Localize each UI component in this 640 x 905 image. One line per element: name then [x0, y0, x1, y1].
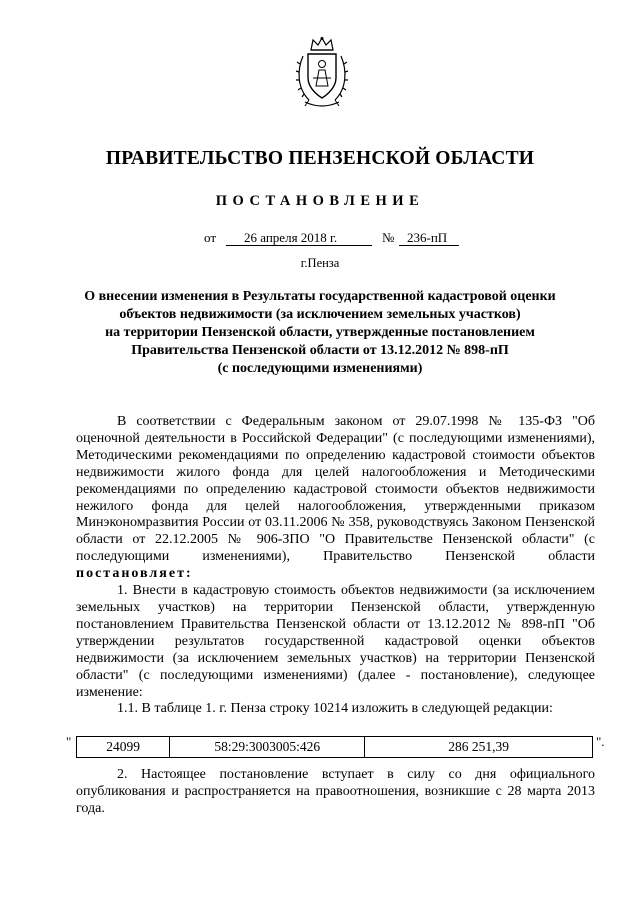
subject-line: О внесении изменения в Результаты государственной кадастровой оценки — [84, 289, 556, 304]
document-body — [76, 414, 595, 718]
table-cell-cadastral-number: 58:29:3003005:426 — [170, 737, 365, 758]
city: г.Пенза — [300, 256, 340, 270]
document-number: 236-пП — [407, 230, 448, 245]
subject-line: Правительства Пензенской области от 13.12.2012 № 898-пП — [131, 343, 509, 358]
subject-line: (с последующими изменениями) — [217, 361, 423, 376]
document-subject — [60, 288, 580, 378]
table-cell-value: 286 251,39 — [365, 737, 593, 758]
table-cell-number: 24099 — [77, 737, 170, 758]
number-prefix: № — [382, 230, 395, 245]
table-row-block — [66, 736, 606, 760]
subject-line: объектов недвижимости (за исключением земельных участков) — [119, 307, 521, 322]
close-quote: ". — [596, 734, 605, 749]
date-prefix: от — [204, 230, 217, 245]
coat-of-arms-icon — [295, 36, 349, 110]
clause-1-1: 1.1. В таблице 1. г. Пенза строку 10214 изложить в следующей редакции: — [117, 701, 553, 717]
table-row — [77, 737, 593, 758]
preamble-paragraph — [76, 414, 595, 583]
open-quote: " — [66, 734, 72, 749]
preamble-text: В соответствии с Федеральным законом от 29.07.1998 № 135-ФЗ "Об оценочной деятельности в Российской Федерации" (с последующими изменениями), Методическими рекомендациями по определению кадастровой стоимости объектов недвижимости жилого фонда для целей налогообложения и Методическими рекомендациями по определению кадастровой стоимости объектов недвижимости нежилого фонда для целей налогообложения, утвержденными приказом Минэкономразвития России от 03.11.2006 № 358, руководствуясь Законом Пензенской области от 22.12.2005 № 906-ЗПО "О Правительстве Пензенской области" (с последующими изменениями), Правительство Пензенской области — [76, 414, 595, 565]
document-type: ПОСТАНОВЛЕНИЕ — [215, 193, 425, 209]
replacement-table — [76, 736, 593, 758]
subject-line: на территории Пензенской области, утвержденные постановлением — [105, 325, 535, 340]
clause-1: 1. Внести в кадастровую стоимость объектов недвижимости (за исключением земельных участков) на территории Пензенской области, утвержденную постановлением Правительства Пензенской области от 13.12.2012 № 898-пП "Об утверждении результатов государственной кадастровой оценки объектов недвижимости (за исключением земельных участков) на территории Пензенской области" (с последующими изменениями) (далее - постановление), следующее изменение: — [76, 583, 595, 700]
government-title: ПРАВИТЕЛЬСТВО ПЕНЗЕНСКОЙ ОБЛАСТИ — [105, 148, 535, 169]
document-date: 26 апреля 2018 г. — [244, 230, 338, 245]
number-underline — [399, 245, 459, 246]
clause-2: 2. Настоящее постановление вступает в силу со дня официального опубликования и распространяется на правоотношения, возникшие с 28 марта 2013 года. — [76, 767, 595, 816]
date-underline — [226, 245, 372, 246]
clause-2-block — [76, 767, 595, 818]
resolves-word: постановляет: — [76, 566, 193, 582]
